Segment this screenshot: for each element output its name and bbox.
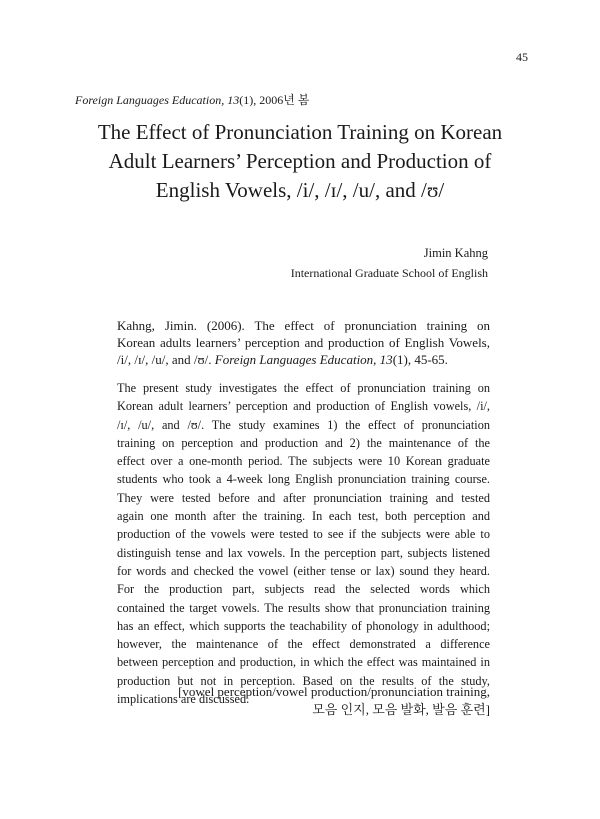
abstract-line: implications are discussed.	[117, 692, 250, 707]
keywords-line: 모음 인지, 모음 발화, 발음 훈련]	[312, 702, 490, 717]
author-affiliation: International Graduate School of English	[290, 266, 488, 280]
abstract	[117, 379, 490, 708]
page-number: 45	[516, 50, 528, 64]
abstract-line: between perception and production, in which the effect was maintained in	[117, 655, 490, 670]
journal-issue: (1)	[239, 93, 254, 107]
abstract-line: They were tested before and after pronunciation training and tested	[117, 490, 490, 505]
journal-header	[75, 91, 309, 108]
title-line: English Vowels, /i/, /ɪ/, /u/, and /ʊ/	[155, 178, 445, 202]
title-line: The Effect of Pronunciation Training on Korean	[97, 120, 503, 144]
abstract-line: contained the target vowels. The results show that pronunciation training	[117, 600, 490, 615]
citation-journal: Foreign Languages Education, 13	[214, 352, 393, 367]
abstract-line: The present study investigates the effect of pronunciation training on	[117, 381, 490, 395]
journal-name: Foreign Languages Education, 13	[75, 93, 240, 107]
citation-vowels: /i/, /ɪ/, /u/, and /ʊ/.	[117, 352, 215, 367]
author-block	[291, 243, 488, 283]
abstract-line: production of the vowels were tested to see if the subjects were able to	[117, 527, 490, 542]
keywords-line: [vowel perception/vowel production/pronunciation training,	[178, 684, 490, 699]
abstract-line: distinguish tense and lax vowels. In the perception part, subjects listened	[117, 545, 490, 560]
abstract-line: /ɪ/, /u/, and /ʊ/. The study examines 1) the effect of pronunciation	[117, 417, 490, 432]
abstract-line: again one month after the training. In each test, both perception and	[117, 509, 490, 524]
abstract-line: effect over a one-month period. The subjects were 10 Korean graduate	[117, 454, 490, 469]
abstract-line: training on perception and production and 2) the maintenance of the	[117, 435, 490, 450]
citation-line	[117, 351, 490, 368]
keywords	[178, 683, 490, 719]
citation-line: Korean adults learners’ perception and production of English Vowels,	[117, 335, 490, 350]
abstract-line: Korean adult learners’ perception and production of English vowels, /i/,	[117, 399, 490, 414]
abstract-line: students who took a 4-week long English pronunciation training course.	[117, 472, 490, 487]
abstract-line: production but not in perception. Based on the results of the study,	[117, 673, 490, 688]
citation-line: Kahng, Jimin. (2006). The effect of pronunciation training on	[117, 318, 490, 333]
abstract-line: however, the maintenance of the effect demonstrated a difference	[117, 637, 490, 652]
journal-season: , 2006년 봄	[253, 93, 310, 107]
title-line: Adult Learners’ Perception and Production of	[108, 149, 492, 173]
citation-pages: (1), 45-65.	[392, 352, 448, 367]
paper-title	[60, 118, 540, 205]
abstract-line: for words and checked the vowel (either tense or lax) sound they heard.	[117, 563, 490, 578]
abstract-line: has an effect, which supports the teachability of phonology in adulthood;	[117, 618, 490, 633]
author-name: Jimin Kahng	[423, 246, 488, 260]
abstract-line: For the production part, subjects read the selected words which	[117, 582, 490, 597]
citation	[117, 317, 490, 368]
